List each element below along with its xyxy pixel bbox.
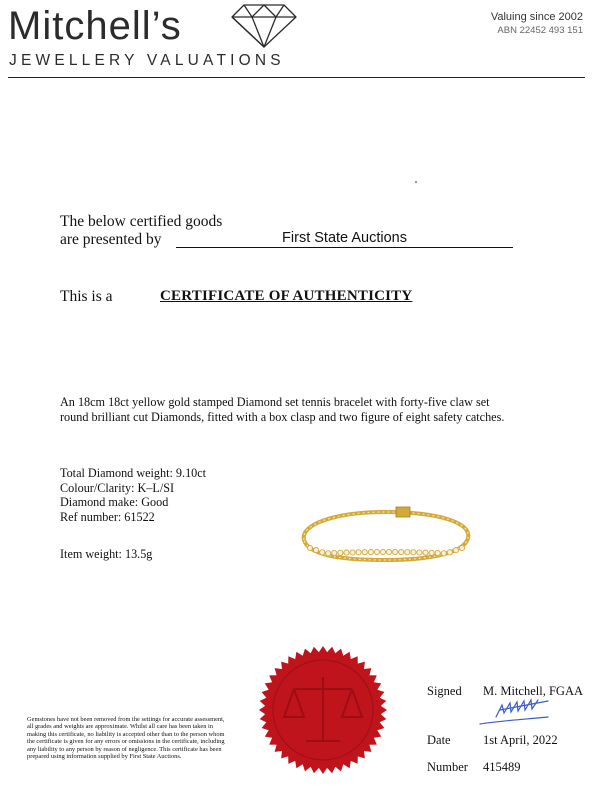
signature-icon	[478, 697, 573, 727]
signed-label: Signed	[427, 684, 462, 698]
specs-list	[60, 466, 206, 524]
item-description: An 18cm 18ct yellow gold stamped Diamond set tennis bracelet with forty-five claw set round brilliant cut Diamonds, fitted with a box clasp and two figure of eight safety catches.	[60, 395, 505, 424]
diamond-make: Diamond make: Good	[60, 495, 169, 509]
valuing-since: Valuing since 2002	[490, 11, 583, 23]
abn-number: ABN 22452 493 151	[497, 25, 583, 36]
ref-number: Ref number: 61522	[60, 509, 155, 524]
certificate-prefix: This is a	[60, 288, 113, 305]
date-label: Date	[427, 733, 451, 747]
certificate-title: CERTIFICATE OF AUTHENTICITY	[160, 288, 413, 304]
colour-clarity: Colour/Clarity: K–L/SI	[60, 480, 175, 495]
total-diamond-weight: Total Diamond weight: 9.10ct	[60, 466, 207, 480]
diamond-icon	[230, 3, 298, 49]
brand-subtitle: JEWELLERY VALUATIONS	[9, 52, 285, 69]
brand-name: Mitchell’s	[8, 4, 182, 48]
number-label: Number	[427, 760, 468, 774]
bracelet-image	[296, 502, 476, 567]
wax-seal-icon	[258, 645, 388, 775]
signed-value: M. Mitchell, FGAA	[483, 684, 583, 698]
presenter-name: First State Auctions	[176, 230, 513, 248]
intro-line-1: The below certified goods	[60, 213, 223, 230]
intro-line-2: are presented by	[60, 231, 162, 248]
date-value: 1st April, 2022	[483, 733, 558, 747]
item-weight: Item weight: 13.5g	[60, 547, 153, 561]
stray-dot	[415, 181, 417, 183]
number-value: 415489	[483, 760, 521, 774]
disclaimer-text: Gemstones have not been removed from the settings for accurate assessment, all grades and weights are approximate. Whilst all care has been taken in making this certificate, no liability is accepted other than to the person whom the certificate is given for any errors or omissions in the certificate, including any liability to any person by reason of negligence. This certificate has been prepared using information supplied by First State Auctions.	[27, 716, 225, 761]
header-divider	[8, 77, 585, 78]
